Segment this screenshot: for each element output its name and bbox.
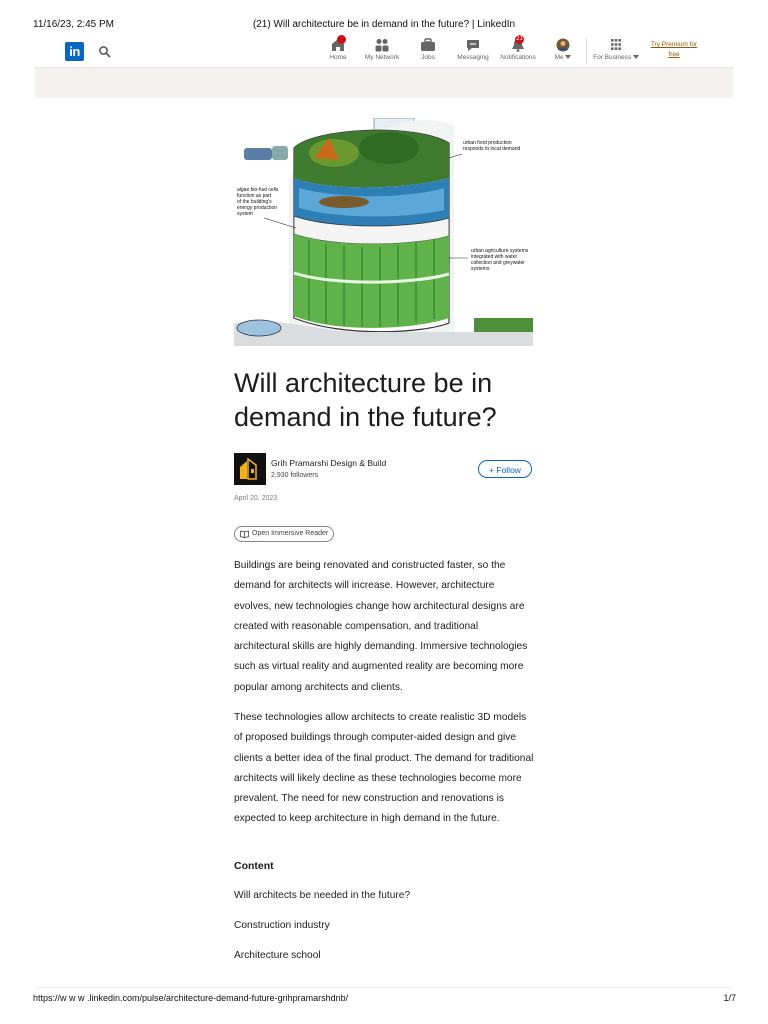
- nav-label-business: For Business: [593, 54, 632, 61]
- message-icon: [463, 38, 483, 52]
- toc-item[interactable]: Will architects be needed in the future?: [234, 890, 411, 901]
- nav-label-notifications: Notifications: [500, 54, 536, 61]
- toc-item[interactable]: Architecture school: [234, 950, 321, 961]
- briefcase-icon: [418, 38, 438, 52]
- paragraph-1: Buildings are being renovated and constructed faster, so the demand for architects will increase. However, architecture evolves, new technologies change how architectural designs are created with reasonable compensation, and traditional architectural skills are highly demanding. Immersive technologies such as virtual reality and augmented reality are becoming more popular among architects and clients.: [234, 560, 528, 693]
- page-indicator: 1/7: [723, 993, 736, 1003]
- chevron-down-icon: [565, 55, 571, 59]
- print-url: https://w w w .linkedin.com/pulse/architecture-demand-future-grihpramarshdnb/: [33, 993, 349, 1003]
- home-dot: [337, 35, 346, 44]
- follow-button[interactable]: + Follow: [478, 460, 532, 478]
- immersive-reader-button[interactable]: [234, 526, 334, 542]
- company-logo-icon: [234, 453, 266, 485]
- top-banner-area: [35, 67, 733, 98]
- network-icon: [372, 38, 392, 52]
- paragraph-2: These technologies allow architects to create realistic 3D models of proposed buildings through computer-aided design and give clients a better idea of the final product. The demand for traditional architects will likely decline as these technologies become more prevalent. The need for new construction and renovations is expected to keep architecture in high demand in the future.: [234, 712, 534, 825]
- follower-count: 2,930 followers: [271, 472, 319, 479]
- nav-jobs[interactable]: [415, 38, 441, 61]
- chevron-down-icon: [633, 55, 639, 59]
- nav-messaging[interactable]: [454, 38, 492, 61]
- linkedin-logo[interactable]: in: [65, 42, 84, 61]
- author-name[interactable]: Grih Pramarshi Design & Build: [271, 458, 387, 468]
- nav-label-me: Me: [554, 54, 564, 61]
- nav-label-jobs: Jobs: [421, 54, 435, 61]
- print-datetime: 11/16/23, 2:45 PM: [33, 19, 114, 30]
- nav-divider: [586, 38, 587, 64]
- book-icon: [240, 530, 249, 538]
- author-avatar[interactable]: [234, 453, 266, 485]
- article-hero-image: [234, 118, 533, 346]
- search-icon[interactable]: [98, 45, 112, 59]
- callout-algae: algae bio-fuel cells function as part of the building's energy production system: [237, 187, 279, 217]
- print-tab-title: (21) Will architecture be in demand in the future? | LinkedIn: [252, 19, 516, 30]
- publish-date: April 20, 2023: [234, 495, 278, 502]
- callout-agri: urban agriculture systems integrated with water collection and greywater systems: [471, 248, 529, 272]
- nav-label-home: Home: [329, 54, 347, 61]
- vertical-farm-illustration: [234, 118, 533, 346]
- nav-for-business[interactable]: [592, 38, 640, 61]
- toc-item[interactable]: Construction industry: [234, 920, 330, 931]
- nav-notifications[interactable]: [497, 38, 539, 61]
- content-heading: Content: [234, 860, 274, 872]
- callout-food: urban food production responds to local demand: [463, 140, 521, 152]
- global-nav: [0, 36, 768, 66]
- grid-icon: [606, 38, 626, 52]
- article-title: Will architecture be in demand in the future?: [234, 368, 497, 432]
- notifications-badge: 21: [516, 36, 523, 42]
- immersive-reader-label: Open Immersive Reader: [252, 530, 329, 537]
- nav-home[interactable]: [322, 38, 354, 61]
- nav-my-network[interactable]: [362, 38, 402, 61]
- try-premium-link[interactable]: Try Premium for free: [650, 41, 698, 58]
- nav-label-network: My Network: [364, 54, 400, 61]
- avatar: [553, 38, 573, 52]
- print-header: [0, 19, 768, 33]
- nav-label-messaging: Messaging: [457, 54, 489, 61]
- nav-me[interactable]: [549, 38, 577, 61]
- footer-divider: [35, 987, 733, 988]
